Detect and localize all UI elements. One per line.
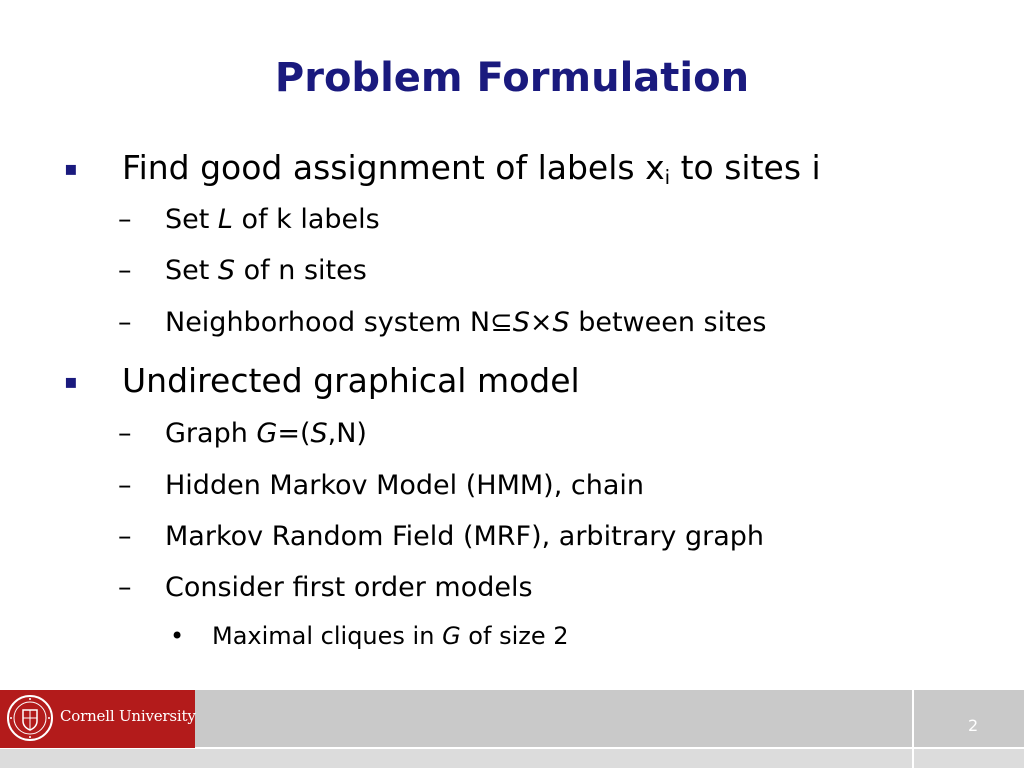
footer-bottom-strip xyxy=(0,748,1024,768)
bullet-text: Hidden Markov Model (HMM), chain xyxy=(165,470,644,501)
dash-bullet-icon: – xyxy=(118,418,132,449)
dot-bullet-icon: • xyxy=(170,622,185,650)
bullet-text: Maximal cliques in G of size 2 xyxy=(212,622,569,650)
bullet-text: Neighborhood system N⊆S×S between sites xyxy=(165,307,767,338)
bullet-text: Set L of k labels xyxy=(165,204,380,235)
square-bullet-icon: ▪ xyxy=(64,156,78,180)
square-bullet-icon: ▪ xyxy=(64,369,78,393)
dash-bullet-icon: – xyxy=(118,307,132,338)
dash-bullet-icon: – xyxy=(118,572,132,603)
bullet-text: Set S of n sites xyxy=(165,255,367,286)
bullet-text: Graph G=(S,N) xyxy=(165,418,367,449)
slide-footer xyxy=(0,690,1024,768)
page-number: 2 xyxy=(968,716,979,735)
dash-bullet-icon: – xyxy=(118,255,132,286)
dash-bullet-icon: – xyxy=(118,204,132,235)
bullet-text: Markov Random Field (MRF), arbitrary graph xyxy=(165,521,764,552)
dash-bullet-icon: – xyxy=(118,470,132,501)
dash-bullet-icon: – xyxy=(118,521,132,552)
bullet-text: Undirected graphical model xyxy=(122,361,580,400)
slide-title: Problem Formulation xyxy=(274,55,750,101)
footer-separator xyxy=(912,690,914,768)
cornell-logo xyxy=(0,690,195,748)
bullet-text: Find good assignment of labels $x_i$ to sites i xyxy=(122,148,821,189)
footer-band xyxy=(195,690,1024,748)
brand-name: Cornell University xyxy=(60,707,196,725)
bullet-text: Consider first order models xyxy=(165,572,533,603)
cornell-seal-icon xyxy=(6,694,54,742)
